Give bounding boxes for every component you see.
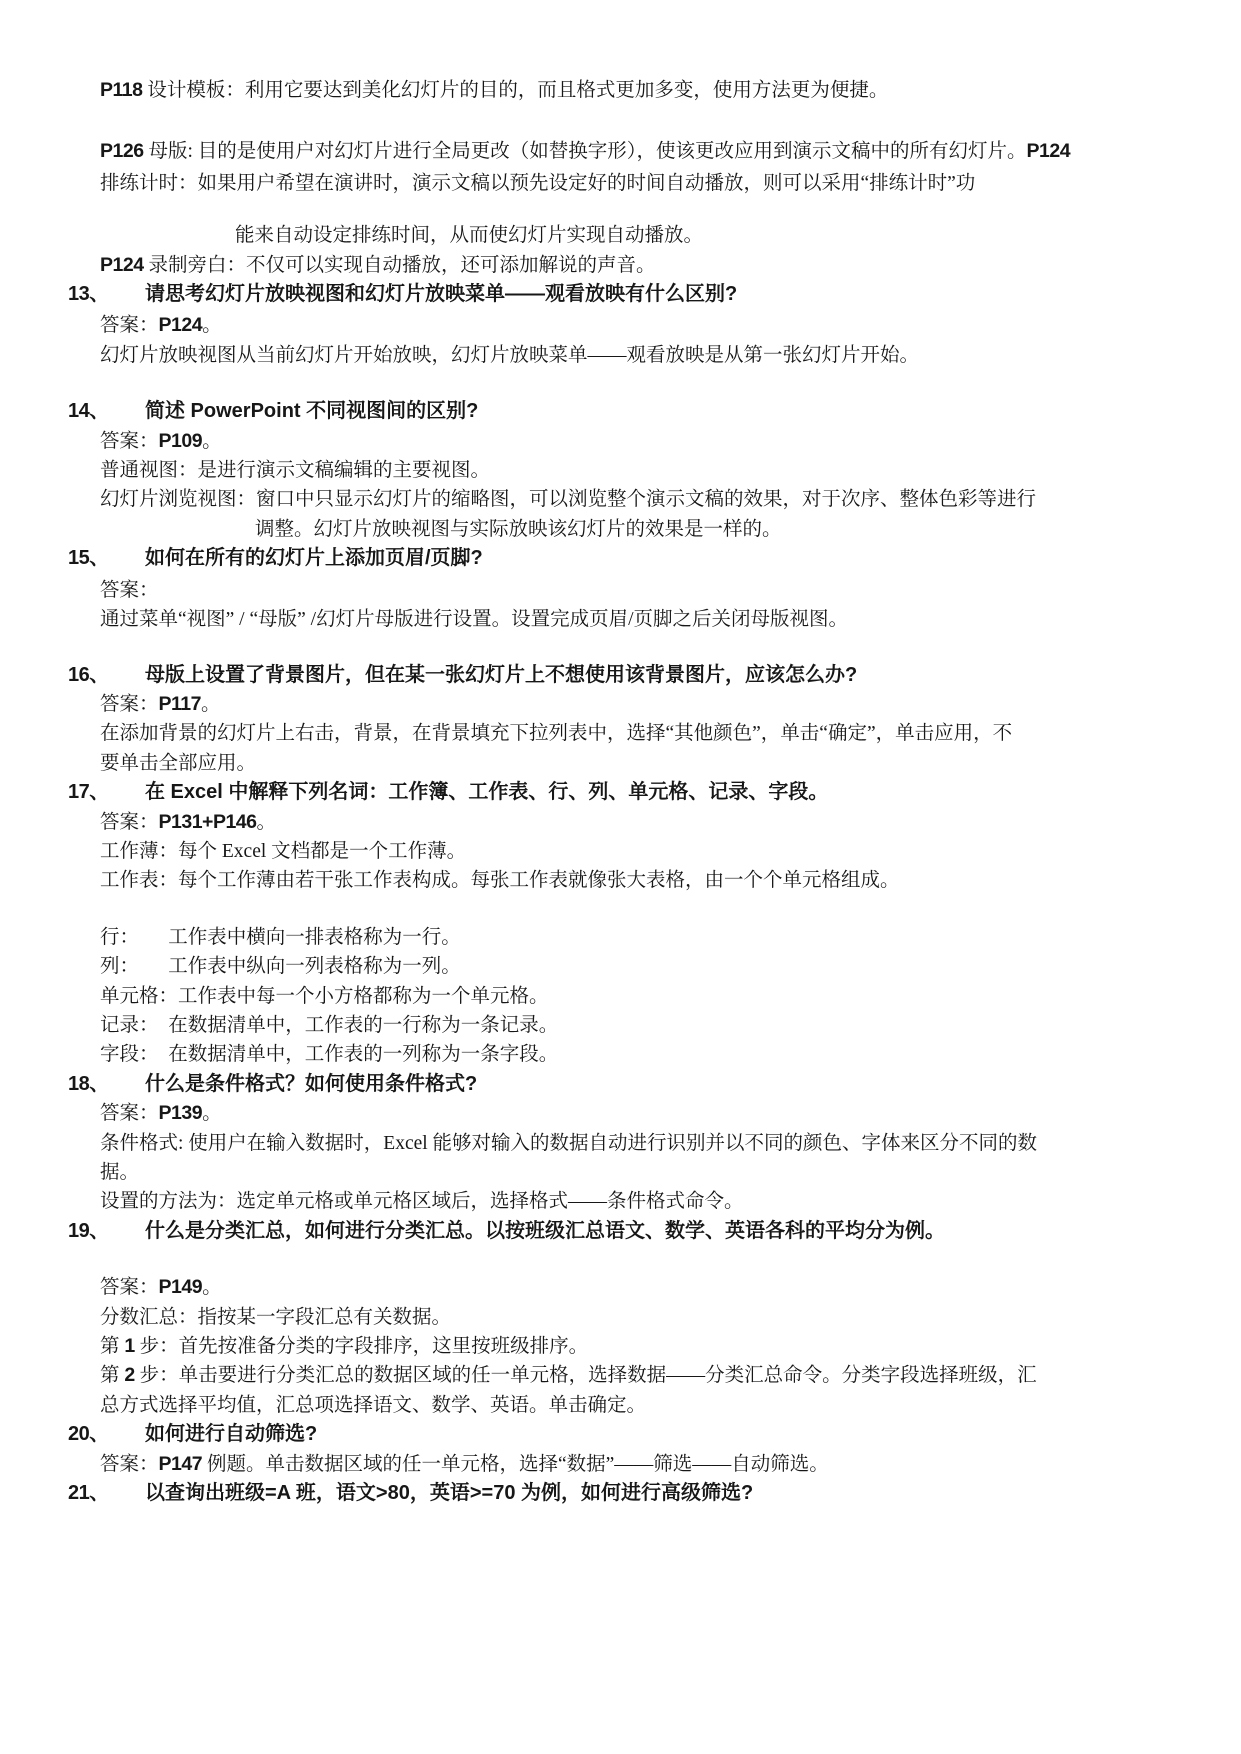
text-line (0, 1187, 1241, 1216)
text-line (0, 1361, 1241, 1390)
text-segment: 什么是条件格式？如何使用条件格式? (145, 1072, 478, 1095)
text-segment: 2 (124, 1364, 135, 1387)
text-line (0, 952, 1241, 981)
text-segment: 答案： (100, 811, 159, 833)
text-segment: 以查询出班级=A 班，语文>80，英语>=70 为例，如何进行高级筛选? (145, 1482, 754, 1505)
text-segment: P126 (100, 140, 149, 163)
text-segment: 幻灯片放映视图从当前幻灯片开始放映，幻灯片放映菜单——观看放映是从第一张幻灯片开始。 (100, 344, 920, 366)
text-line (0, 1040, 1241, 1069)
text-segment: 工作薄：每个 Excel 文档都是一个工作薄。 (100, 840, 467, 862)
text-line (0, 137, 1241, 166)
text-line (0, 515, 1241, 544)
text-line (0, 427, 1241, 456)
text-line (0, 605, 1241, 634)
text-segment: P149 (158, 1276, 203, 1299)
text-segment: 如何进行自动筛选? (145, 1423, 318, 1446)
text-segment: 通过菜单“视图” / “母版” /幻灯片母版进行设置。设置完成页眉/页脚之后关闭母版视图。 (100, 609, 848, 631)
text-segment: 录制旁白：不仅可以实现自动播放，还可添加解说的声音。 (148, 254, 656, 276)
text-segment: 在 Excel 中解释下列名词：工作簿、工作表、行、列、单元格、记录、字段。 (145, 781, 829, 804)
text-line (0, 341, 1241, 370)
text-line (0, 690, 1241, 719)
text-line (0, 1158, 1241, 1187)
text-line (0, 1450, 1241, 1479)
text-segment: 记录： 在数据清单中，工作表的一行称为一条记录。 (100, 1014, 559, 1036)
question-number: 19、 (68, 1219, 109, 1242)
question-number: 15、 (68, 547, 109, 570)
text-segment: 能来自动设定排练时间，从而使幻灯片实现自动播放。 (235, 225, 704, 247)
text-segment: 答案： (100, 579, 159, 601)
text-line (0, 837, 1241, 866)
text-line (0, 1391, 1241, 1420)
question-line (0, 544, 1241, 573)
text-segment: 答案： (100, 1453, 159, 1475)
text-segment: 条件格式: 使用户在输入数据时，Excel 能够对输入的数据自动进行识别并以不同的颜色、字体来区分不同的数 (100, 1132, 1038, 1154)
text-line (0, 221, 1241, 250)
text-segment: 。 (256, 811, 277, 833)
text-segment: 例题。单击数据区域的任一单元格，选择“数据”——筛选——自动筛选。 (206, 1453, 829, 1475)
text-segment: 简述 PowerPoint 不同视图间的区别? (145, 400, 479, 423)
question-number: 20、 (68, 1423, 109, 1446)
text-segment: 普通视图：是进行演示文稿编辑的主要视图。 (100, 460, 491, 482)
text-segment: P118 (100, 79, 148, 101)
question-line (0, 1070, 1241, 1099)
text-segment: 步：首先按准备分类的字段排序，这里按班级排序。 (134, 1336, 589, 1358)
text-segment: 答案： (100, 1277, 159, 1299)
text-segment: P124 (100, 253, 149, 276)
text-line (0, 169, 1241, 198)
question-number: 13、 (68, 283, 109, 306)
text-segment: 什么是分类汇总，如何进行分类汇总。以按班级汇总语文、数学、英语各科的平均分为例。 (145, 1219, 945, 1242)
text-line (0, 866, 1241, 895)
text-segment: 第 (100, 1336, 125, 1358)
text-segment: 。 (202, 1277, 222, 1299)
text-segment: 据。 (100, 1162, 140, 1183)
question-line (0, 661, 1241, 690)
text-line (0, 311, 1241, 340)
text-segment: 总方式选择平均值，汇总项选择语文、数学、英语。单击确定。 (100, 1394, 647, 1416)
text-line (0, 251, 1241, 280)
text-line (0, 1099, 1241, 1128)
text-line (0, 923, 1241, 952)
text-line (0, 1303, 1241, 1332)
question-line (0, 280, 1241, 309)
text-segment: 。 (200, 693, 221, 715)
text-segment: 如何在所有的幻灯片上添加页眉/页脚? (145, 547, 483, 570)
question-line (0, 1217, 1241, 1246)
text-segment: 第 (100, 1365, 125, 1387)
text-segment: 行： 工作表中横向一排表格称为一行。 (100, 926, 461, 948)
text-segment: P131+P146 (158, 810, 257, 833)
text-line (0, 576, 1241, 605)
text-segment: P109 (158, 429, 203, 452)
question-number: 14、 (68, 400, 109, 423)
text-segment: P139 (158, 1102, 203, 1125)
text-segment: 母版上设置了背景图片，但在某一张幻灯片上不想使用该背景图片，应该怎么办? (145, 663, 858, 686)
question-line (0, 397, 1241, 426)
question-line (0, 1420, 1241, 1449)
text-segment: 要单击全部应用。 (100, 752, 257, 774)
text-segment: 工作表：每个工作薄由若干张工作表构成。每张工作表就像张大表格，由一个个单元格组成。 (100, 870, 900, 892)
text-segment: 答案： (100, 1103, 159, 1125)
text-line (0, 1273, 1241, 1302)
text-segment: 调整。幻灯片放映视图与实际放映该幻灯片的效果是一样的。 (255, 518, 782, 540)
text-line (0, 456, 1241, 485)
text-segment: P124 (158, 314, 203, 337)
text-line (0, 808, 1241, 837)
text-segment: 母版: 目的是使用户对幻灯片进行全局更改（如替换字形），使该更改应用到演示文稿中的所有幻灯片。 (148, 141, 1027, 163)
text-line (0, 1011, 1241, 1040)
question-number: 18、 (68, 1072, 109, 1095)
text-segment: 排练计时：如果用户希望在演讲时，演示文稿以预先设定好的时间自动播放，则可以采用“排练计时”功 (100, 172, 976, 194)
text-line (0, 1129, 1241, 1158)
text-segment: 设计模板：利用它要达到美化幻灯片的目的，而且格式更加多变，使用方法更为便捷。 (147, 80, 889, 101)
text-line (0, 76, 1241, 105)
text-line (0, 485, 1241, 514)
text-segment: 单元格：工作表中每一个小方格都称为一个单元格。 (100, 985, 549, 1007)
text-segment: 步：单击要进行分类汇总的数据区域的任一单元格，选择数据——分类汇总命令。分类字段选择班级，汇 (134, 1365, 1037, 1387)
text-segment: 在添加背景的幻灯片上右击，背景，在背景填充下拉列表中，选择“其他颜色”，单击“确定”，单击应用，不 (100, 723, 1013, 745)
text-segment: P117 (158, 692, 201, 715)
text-line (0, 749, 1241, 778)
text-line (0, 719, 1241, 748)
text-segment: P124 (1026, 140, 1071, 163)
text-segment: 1 (124, 1335, 135, 1358)
text-segment: 。 (202, 1103, 222, 1125)
text-segment: 答案： (100, 315, 159, 337)
text-segment: 答案： (100, 430, 159, 452)
question-line (0, 778, 1241, 807)
text-segment: 字段： 在数据清单中，工作表的一列称为一条字段。 (100, 1044, 559, 1066)
text-segment: 。 (202, 430, 222, 452)
question-number: 16、 (68, 663, 109, 686)
text-segment: P147 (158, 1452, 207, 1475)
text-segment: 答案： (100, 693, 159, 715)
text-segment: 分数汇总：指按某一字段汇总有关数据。 (100, 1306, 452, 1328)
question-number: 17、 (68, 781, 109, 804)
question-number: 21、 (68, 1482, 109, 1505)
text-segment: 列： 工作表中纵向一列表格称为一列。 (100, 956, 461, 978)
text-segment: 幻灯片浏览视图：窗口中只显示幻灯片的缩略图，可以浏览整个演示文稿的效果，对于次序、整体色彩等进行 (100, 489, 1037, 511)
document-body (0, 76, 1241, 1508)
text-segment: 设置的方法为：选定单元格或单元格区域后，选择格式——条件格式命令。 (100, 1191, 744, 1213)
text-line (0, 1332, 1241, 1361)
text-segment: 请思考幻灯片放映视图和幻灯片放映菜单——观看放映有什么区别? (145, 283, 738, 306)
text-line (0, 982, 1241, 1011)
text-segment: 。 (202, 315, 222, 337)
question-line (0, 1479, 1241, 1508)
